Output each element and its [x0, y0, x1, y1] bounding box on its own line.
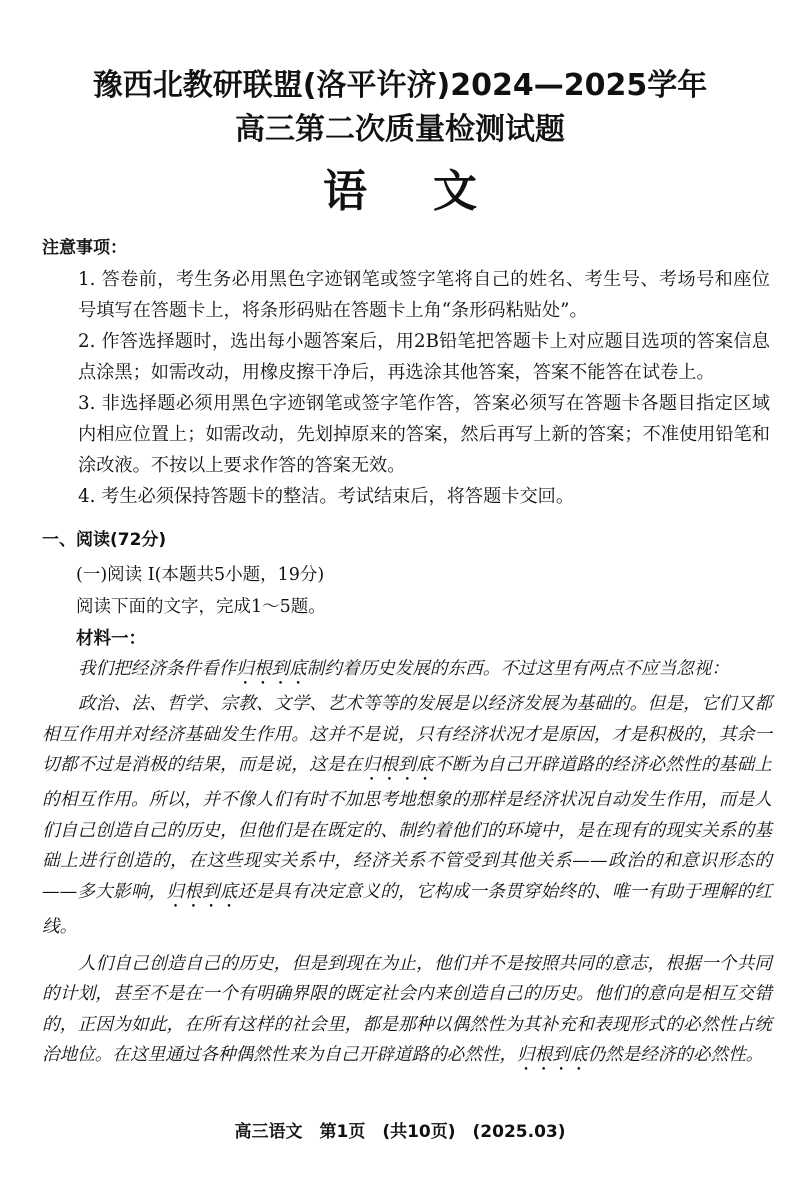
subject-title: 语文: [323, 166, 543, 217]
material-p3-text-b: 仍然是经济的必然性。: [587, 1045, 764, 1066]
material-p2-text-a: 政治、法、哲学、宗教、文学、艺术等等的发展是以经济发展为基础的。但是，它们又都相互作用并对经济基础发生作用。这并不是说，只有经济状况才是原因，才是积极的，其余一切都不过是消极的结果，而是说，这是在: [42, 694, 772, 776]
notice-item-4-text: 4. 考生必须保持答题卡的整洁。考试结束后，将答题卡交回。: [78, 486, 575, 507]
notice-item-2-text: 2. 作答选择题时，选出每小题答案后，用2B铅笔把答题卡上对应题目选项的答案信息点涂黑；如需改动，用橡皮擦干净后，再选涂其他答案，答案不能答在试卷上。: [78, 331, 770, 383]
material-paragraph-1: [42, 654, 772, 689]
exam-title-line1: 豫西北教研联盟(洛平许济)2024—2025学年: [92, 68, 708, 103]
notice-item-3: [42, 388, 770, 481]
section-heading: 一、阅读(72分): [42, 530, 167, 550]
notice-heading: 注意事项：: [42, 238, 127, 258]
sub-section-heading: (一)阅读 I(本题共5小题，19分): [76, 565, 325, 585]
emphasis-guigen-daodi: 归根到底: [517, 1045, 588, 1066]
exam-title-line2: 高三第二次质量检测试题: [235, 112, 565, 147]
emphasis-guigen-daodi: 归根到底: [236, 659, 307, 679]
material-paragraph-3: [42, 949, 772, 1076]
notice-item-1-text: 1. 答卷前，考生务必用黑色字迹钢笔或签字笔将自己的姓名、考生号、考场号和座位号填写在答题卡上，将条形码贴在答题卡上角“条形码粘贴处”。: [78, 269, 770, 321]
material-p1-text-a: 我们把经济条件看作: [78, 659, 237, 679]
material-paragraph-2: [42, 689, 772, 943]
notice-item-2: [42, 326, 770, 388]
material-label: 材料一：: [76, 629, 146, 649]
material-p1-text-b: 制约着历史发展的东西。不过这里有两点不应当忽视：: [306, 659, 730, 679]
material-p2-text-b: 不断为自己开辟道路的经济必然性的基础上的相互作用。所以，并不像人们有时不加思考地想象的那样是经济状况自动发生作用，而是人们自己创造自己的历史，但他们是在既定的、制约着他们的环境中，是在现有的现实关系的基础上进行创造的，在这些现实关系中，经济关系不管受到其他关系——政治的和意识形态的——多大影响，: [42, 755, 772, 902]
notice-item-3-text: 3. 非选择题必须用黑色字迹钢笔或签字笔作答，答案必须写在答题卡各题目指定区域内相应位置上；如需改动，先划掉原来的答案，然后再写上新的答案；不准使用铅笔和涂改液。不按以上要求作答的答案无效。: [78, 393, 770, 476]
notice-item-4: [42, 481, 770, 512]
material-p3-text-a: 人们自己创造自己的历史，但是到现在为止，他们并不是按照共同的意志，根据一个共同的计划，甚至不是在一个有明确界限的既定社会内来创造自己的历史。他们的意向是相互交错的，正因为如此，在所有这样的社会里，都是那种以偶然性为其补充和表现形式的必然性占统治地位。在这里通过各种偶然性来为自己开辟道路的必然性，: [42, 953, 772, 1066]
emphasis-guigen-daodi: 归根到底: [166, 881, 238, 902]
notice-item-1: [42, 264, 770, 326]
material-text: [42, 654, 772, 1075]
page-footer: 高三语文 第1页 (共10页) (2025.03): [234, 1122, 566, 1142]
material-p2-text-c: 还是具有决定意义的，它构成一条贯穿始终的、唯一有助于理解的红线。: [42, 881, 772, 937]
emphasis-guigen-daodi: 归根到底: [362, 755, 434, 776]
reading-instruction: 阅读下面的文字，完成1～5题。: [76, 597, 326, 617]
